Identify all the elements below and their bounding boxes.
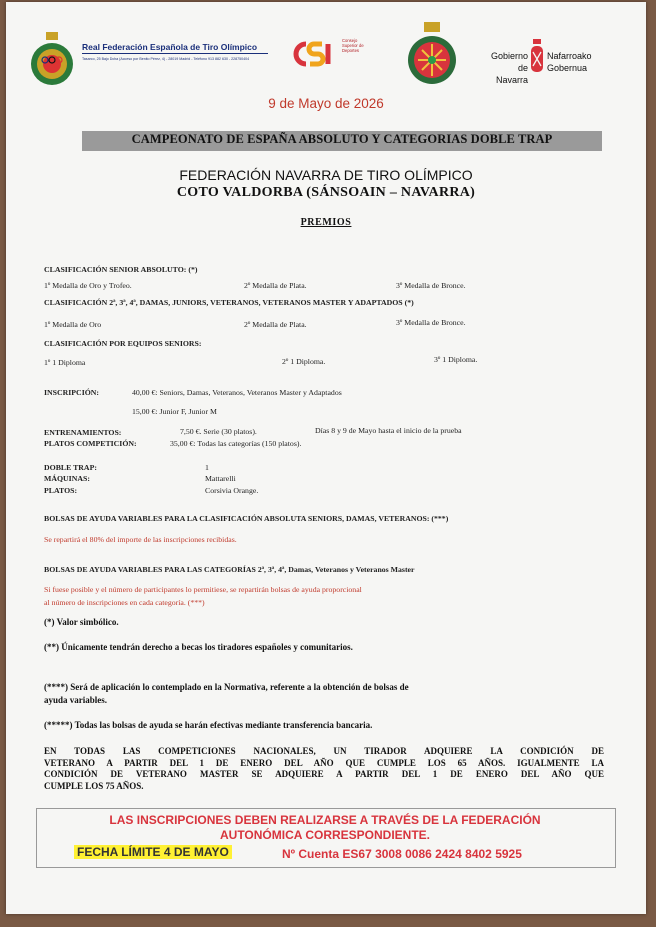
- training-fee: 7,50 €. Serie (30 platos).: [180, 427, 257, 436]
- veteran-line-1: EN TODAS LAS COMPETICIONES NACIONALES, UN TIRADOR ADQUIERE LA CONDICIÓN DE: [44, 746, 604, 756]
- inscription-label: INSCRIPCIÓN:: [44, 388, 100, 397]
- senior-prize-3: 3º Medalla de Bronce.: [396, 281, 466, 290]
- document-sheet: [6, 2, 646, 914]
- categories-prize-3: 3º Medalla de Bronce.: [396, 318, 466, 327]
- double-trap-label: DOBLE TRAP:: [44, 463, 97, 472]
- categories-title: CLASIFICACIÓN 2ª, 3ª, 4ª, DAMAS, JUNIORS, VETERANOS, VETERANOS MASTER Y ADAPTADOS (*): [44, 298, 414, 307]
- double-trap-value: 1: [205, 463, 209, 472]
- inscription-fee-2: 15,00 €: Junior F, Junior M: [132, 407, 217, 416]
- gobierno-navarra-eu: [547, 50, 592, 74]
- note-regulation-line-2: ayuda variables.: [44, 695, 108, 705]
- rfeto-address: Tasarco, 25 Bajo Dcha (Acceso por Benito Pérez, 4) - 28019 Madrid - Teléfono 913 882 630 - 228750404: [82, 57, 250, 61]
- gobierno-navarra-es: [490, 50, 528, 86]
- grants-categories-text-2: al número de inscripciones en cada categoría. (***): [44, 598, 205, 607]
- rfeto-divider: [82, 53, 268, 54]
- plates-value: Corsivia Orange.: [205, 486, 259, 495]
- grants-categories-text-1: Si fuese posible y el número de participantes lo permitiese, se repartirán bolsas de ayuda proporcional: [44, 585, 362, 594]
- deadline-highlight: FECHA LÍMITE 4 DE MAYO: [74, 845, 232, 859]
- registration-line-2: AUTONÓMICA CORRESPONDIENTE.: [219, 828, 430, 842]
- training-label: ENTRENAMIENTOS:: [44, 428, 122, 437]
- competition-plates-label: PLATOS COMPETICIÓN:: [44, 439, 137, 448]
- veteran-line-2: VETERANO A PARTIR DEL 1 DE ENERO DEL AÑO QUE CUMPLE LOS 65 AÑOS. IGUALMENTE LA: [44, 757, 604, 768]
- event-date: 9 de Mayo de 2026: [268, 96, 384, 111]
- note-regulation-line-1: (****) Será de aplicación lo contemplado en la Normativa, referente a la obtención de bolsas de: [44, 682, 409, 692]
- senior-prize-1: 1º Medalla de Oro y Trofeo.: [44, 281, 132, 290]
- registration-line-1: LAS INSCRIPCIONES DEBEN REALIZARSE A TRAVÉS DE LA FEDERACIÓN: [109, 813, 541, 827]
- teams-title: CLASIFICACIÓN POR EQUIPOS SENIORS:: [44, 339, 202, 348]
- gob-eu-line2: Gobernua: [547, 63, 588, 73]
- inscription-fee-1: 40,00 €: Seniors, Damas, Veteranos, Veteranos Master y Adaptados: [132, 388, 342, 397]
- categories-prize-2: 2º Medalla de Plata.: [244, 320, 307, 329]
- navarra-shield-logo: [404, 20, 460, 88]
- teams-prize-1: 1º 1 Diploma: [44, 358, 86, 367]
- grants-categories-title: BOLSAS DE AYUDA VARIABLES PARA LAS CATEGORÍAS 2ª, 3ª, 4ª, Damas, Veteranos y Veteranos Master: [44, 565, 415, 574]
- venue-name: COTO VALDORBA (SÁNSOAIN – NAVARRA): [176, 185, 476, 200]
- training-days: Días 8 y 9 de Mayo hasta el inicio de la prueba: [315, 426, 462, 435]
- competition-plates-fee: 35,00 €: Todas las categorías (150 platos).: [170, 439, 302, 448]
- senior-prize-2: 2º Medalla de Plata.: [244, 281, 307, 290]
- note-symbolic-value: (*) Valor simbólico.: [44, 617, 119, 627]
- categories-prize-1: 1º Medalla de Oro: [44, 320, 102, 329]
- machines-value: Mattarelli: [205, 474, 236, 483]
- federation-name: FEDERACIÓN NAVARRA DE TIRO OLÍMPICO: [179, 167, 473, 183]
- grants-absolute-title: BOLSAS DE AYUDA VARIABLES PARA LA CLASIFICACIÓN ABSOLUTA SENIORS, DAMAS, VETERANOS: (***): [44, 514, 449, 523]
- gob-eu-line1: Nafarroako: [547, 51, 592, 61]
- veteran-line-3: CONDICIÓN DE VETERANO MASTER SE ADQUIERE A PARTIR DEL 1 DE ENERO DEL AÑO QUE: [44, 769, 604, 780]
- premios-heading: PREMIOS: [300, 217, 352, 228]
- grants-absolute-text: Se repartirá el 80% del importe de las inscripciones recibidas.: [44, 535, 237, 544]
- gob-es-line2: de Navarra: [495, 63, 528, 85]
- gob-es-line1: Gobierno: [490, 51, 528, 61]
- csd-text: Consejo Superior de Deportes: [342, 38, 364, 53]
- rfeto-name: Real Federación Española de Tiro Olímpico: [82, 42, 258, 52]
- teams-prize-3: 3º 1 Diploma.: [434, 355, 478, 364]
- teams-prize-2: 2º 1 Diploma.: [282, 357, 326, 366]
- bank-account: Nº Cuenta ES67 3008 0086 2424 8402 5925: [282, 847, 522, 861]
- gobierno-navarra-emblem: [530, 38, 544, 74]
- note-scholarships: (**) Únicamente tendrán derecho a becas los tiradores españoles y comunitarios.: [44, 642, 353, 652]
- csd-logo: [292, 40, 340, 68]
- rfeto-emblem-logo: [28, 30, 76, 90]
- machines-label: MÁQUINAS:: [44, 474, 90, 483]
- championship-title: CAMPEONATO DE ESPAÑA ABSOLUTO Y CATEGORIAS DOBLE TRAP: [131, 132, 553, 146]
- veteran-line-4: CUMPLE LOS 75 AÑOS.: [44, 780, 144, 791]
- veteran-paragraph: [44, 746, 604, 792]
- note-bank-transfer: (*****) Todas las bolsas de ayuda se harán efectivas mediante transferencia bancaria.: [44, 720, 373, 730]
- plates-label: PLATOS:: [44, 486, 78, 495]
- senior-title: CLASIFICACIÓN SENIOR ABSOLUTO: (*): [44, 265, 198, 274]
